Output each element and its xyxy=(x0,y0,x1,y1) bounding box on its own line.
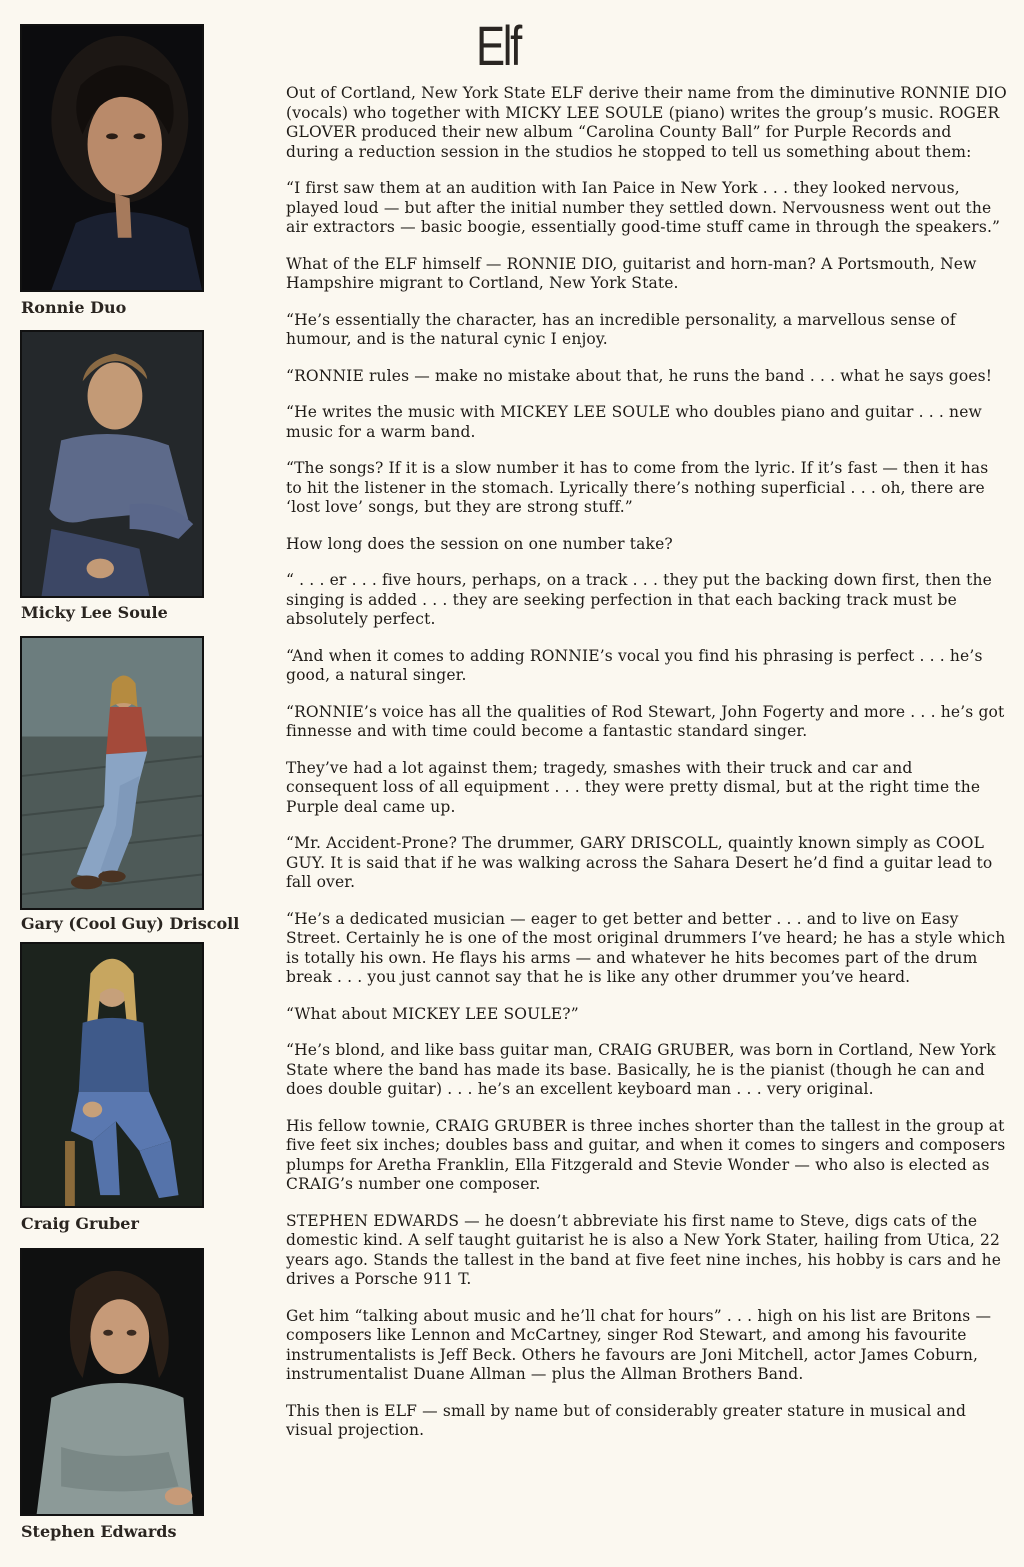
paragraph: How long does the session on one number take? xyxy=(286,534,673,553)
paragraph: “He’s essentially the character, has an incredible personality, a marvellous sense of humour, and is the natural cynic I enjoy. xyxy=(286,310,956,348)
page-title: Elf xyxy=(476,14,520,77)
photo-stephen xyxy=(20,1248,204,1516)
photo-craig xyxy=(20,942,204,1208)
paragraph: His fellow townie, CRAIG GRUBER is three inches shorter than the tallest in the group at five feet six inches; doubles bass and guitar, and when it comes to singers and composers plumps for Aretha Franklin, Ella Fitzgerald and Stevie Wonder — who also is elected as CRAIG’s number one composer. xyxy=(286,1116,1006,1193)
paragraph: “ . . . er . . . five hours, perhaps, on a track . . . they put the backing down first, then the singing is added . . . they are seeking perfection in that each backing track must be absolutely perfect. xyxy=(286,571,992,628)
paragraph: “He’s a dedicated musician — eager to get better and better . . . and to live on Easy Street. Certainly he is one of the most original drummers I’ve heard; he has a style which is totally his own. He flays his arms — and whatever he hits becomes part of the drum break . . . you just cannot say that he is like any other drummer you’ve heard. xyxy=(286,909,1006,986)
paragraph: “I first saw them at an audition with Ian Paice in New York . . . they looked nervous, played loud — but after the initial number they settled down. Nervousness went out the air extractors — basic boogie, essentially good-time stuff came in through the speakers.” xyxy=(286,179,1001,236)
paragraph: “He writes the music with MICKEY LEE SOULE who doubles piano and guitar . . . new music for a warm band. xyxy=(286,403,982,441)
caption-stephen: Stephen Edwards xyxy=(21,1522,177,1541)
paragraph: Out of Cortland, New York State ELF derive their name from the diminutive RONNIE DIO (vocals) who together with MICKY LEE SOULE (piano) writes the group’s music. ROGER GLOVER produced their new album “Carolina County Ball” for Purple Records and during a reduction session in the studios he stopped to tell us something about them: xyxy=(286,84,1007,161)
paragraph: “RONNIE rules — make no mistake about that, he runs the band . . . what he says goes! xyxy=(286,366,993,385)
paragraph: “What about MICKEY LEE SOULE?” xyxy=(286,1004,579,1023)
paragraph: “Mr. Accident-Prone? The drummer, GARY DRISCOLL, quaintly known simply as COOL GUY. It is said that if he was walking across the Sahara Desert he’d find a guitar lead to fall over. xyxy=(286,834,993,891)
paragraph: “And when it comes to adding RONNIE’s vocal you find his phrasing is perfect . . . he’s good, a natural singer. xyxy=(286,646,983,684)
caption-gary: Gary (Cool Guy) Driscoll xyxy=(21,914,240,933)
paragraph: Get him “talking about music and he’ll chat for hours” . . . high on his list are Britons — composers like Lennon and McCartney, singer Rod Stewart, and among his favourite instrumentalists is Jeff Beck. Others he favours are Joni Mitchell, actor James Coburn, instrumentalist Duane Allman — plus the Allman Brothers Band. xyxy=(286,1306,992,1383)
caption-micky: Micky Lee Soule xyxy=(21,603,168,622)
paragraph: What of the ELF himself — RONNIE DIO, guitarist and horn-man? A Portsmouth, New Hampshire migrant to Cortland, New York State. xyxy=(286,254,977,292)
seated-man-blue-shirt-icon xyxy=(22,332,202,596)
paragraph: “RONNIE’s voice has all the qualities of Rod Stewart, John Fogerty and more . . . he’s got finnesse and with time could become a fantastic standard singer. xyxy=(286,702,1005,740)
caption-craig: Craig Gruber xyxy=(21,1214,139,1233)
portrait-dark-curly-hair-icon xyxy=(22,26,202,290)
man-sitting-on-floor-icon xyxy=(22,638,202,908)
photo-micky xyxy=(20,330,204,598)
photo-column xyxy=(0,0,260,1567)
paragraph: They’ve had a lot against them; tragedy, smashes with their truck and car and consequent loss of all equipment . . . they were pretty dismal, but at the right time the Purple deal came up. xyxy=(286,758,981,816)
photo-ronnie xyxy=(20,24,204,292)
photo-gary xyxy=(20,636,204,910)
article-body xyxy=(286,84,1008,1458)
paragraph: STEPHEN EDWARDS — he doesn’t abbreviate his first name to Steve, digs cats of the domestic kind. A self taught guitarist he is also a New York Stater, hailing from Utica, 22 years ago. Stands the tallest in the band at five feet nine inches, his hobby is cars and he drives a Porsche 911 T. xyxy=(286,1211,1002,1288)
man-grey-sweater-icon xyxy=(22,1250,202,1514)
long-hair-man-seated-icon xyxy=(22,944,202,1206)
paragraph: “He’s blond, and like bass guitar man, CRAIG GRUBER, was born in Cortland, New York State where the band has made its base. Basically, he is the pianist (though he can and does double guitar) . . . he’s an excellent keyboard man . . . very original. xyxy=(286,1041,996,1098)
caption-ronnie: Ronnie Duo xyxy=(21,298,127,317)
paragraph: This then is ELF — small by name but of considerably greater stature in musical and visual projection. xyxy=(286,1401,967,1439)
paragraph: “The songs? If it is a slow number it has to come from the lyric. If it’s fast — then it has to hit the listener in the stomach. Lyrically there’s nothing superficial . . . oh, there are ‘lost love’ songs, but they are strong stuff.” xyxy=(286,459,989,516)
